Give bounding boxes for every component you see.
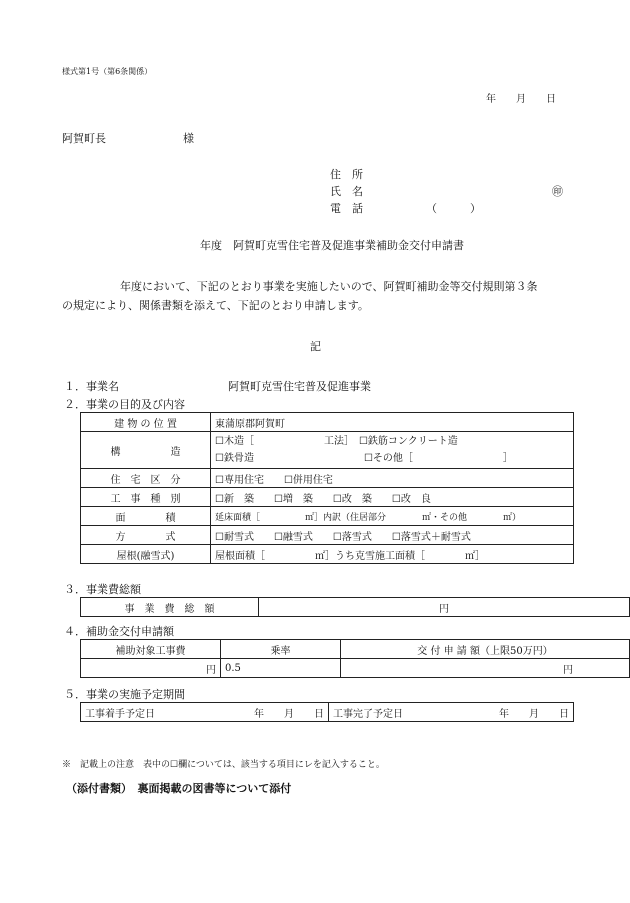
subsidy-rate-value: 0.5 <box>221 659 341 678</box>
phone-paren: （ ） <box>426 202 481 215</box>
section4-label: ４．補助金交付申請額 <box>64 625 174 638</box>
section1-value: 阿賀町克雪住宅普及促進事業 <box>228 380 371 393</box>
location-value: 東蒲原郡阿賀町 <box>211 413 574 432</box>
date-field: 年 月 日 <box>486 94 556 105</box>
end-date-value: 年 月 日 <box>499 708 569 720</box>
start-date-cell <box>81 703 329 722</box>
housing-value: ☐専用住宅 ☐併用住宅 <box>211 469 574 488</box>
roof-value: 屋根面積［ ㎡］うち克雪施工面積［ ㎡］ <box>211 545 574 564</box>
structure-line-2: ☐鉄骨造 ☐その他［ ］ <box>215 453 513 464</box>
subsidy-amount-value: 円 <box>341 659 630 678</box>
subsidy-header-amount: 交 付 申 請 額（上限50万円） <box>341 640 630 659</box>
content-table <box>80 412 574 564</box>
name-label: 氏 名 <box>330 185 363 198</box>
area-value: 延床面積［ ㎡］内訳（住居部分 ㎡・その他 ㎡） <box>211 507 574 526</box>
phone-label: 電 話 <box>330 202 363 215</box>
cost-label: 事 業 費 総 額 <box>81 598 259 617</box>
cost-table <box>80 597 630 617</box>
start-date-label: 工事着手予定日 <box>85 708 155 720</box>
section5-label: ５．事業の実施予定期間 <box>64 688 185 701</box>
start-date-value: 年 月 日 <box>254 708 324 720</box>
body-line-1: 年度において、下記のとおり事業を実施したいので、阿賀町補助金等交付規則第３条 <box>120 280 538 293</box>
structure-label: 構 造 <box>81 432 211 469</box>
structure-line-1: ☐木造［ 工法］ ☐鉄筋コンクリート造 <box>215 436 458 447</box>
period-table <box>80 702 574 722</box>
ki-heading: 記 <box>310 340 321 353</box>
area-label: 面 積 <box>81 507 211 526</box>
subsidy-table <box>80 639 630 678</box>
method-label: 方 式 <box>81 526 211 545</box>
roof-label: 屋根(融雪式) <box>81 545 211 564</box>
section3-label: ３．事業費総額 <box>64 583 141 596</box>
body-line-2: の規定により、関係書類を添えて、下記のとおり申請します。 <box>62 299 369 312</box>
subsidy-cost-value: 円 <box>81 659 221 678</box>
work-type-label: 工 事 種 別 <box>81 488 211 507</box>
method-value: ☐耐雪式 ☐融雪式 ☐落雪式 ☐落雪式＋耐雪式 <box>211 526 574 545</box>
form-number: 様式第1号（第6条関係） <box>62 67 153 76</box>
structure-cell <box>211 432 574 469</box>
seal-mark: ㊞ <box>552 185 563 198</box>
addressee: 阿賀町長 様 <box>62 132 194 145</box>
cost-value: 円 <box>259 598 630 617</box>
subsidy-header-rate: 乗率 <box>221 640 341 659</box>
housing-label: 住 宅 区 分 <box>81 469 211 488</box>
address-label: 住 所 <box>330 168 363 181</box>
work-type-value: ☐新 築 ☐増 築 ☐改 築 ☐改 良 <box>211 488 574 507</box>
location-label: 建 物 の 位 置 <box>81 413 211 432</box>
document-title: 年度 阿賀町克雪住宅普及促進事業補助金交付申請書 <box>200 239 464 252</box>
end-date-cell <box>329 703 574 722</box>
section1-label: １．事業名 <box>64 380 119 393</box>
subsidy-header-cost: 補助対象工事費 <box>81 640 221 659</box>
section2-label: ２．事業の目的及び内容 <box>64 398 185 411</box>
attachment-text: （添付書類） 裏面掲載の図書等について添付 <box>66 782 292 795</box>
end-date-label: 工事完了予定日 <box>333 708 403 720</box>
note-text: ※ 記載上の注意 表中の☐欄については、該当する項目にレを記入すること。 <box>62 760 385 770</box>
